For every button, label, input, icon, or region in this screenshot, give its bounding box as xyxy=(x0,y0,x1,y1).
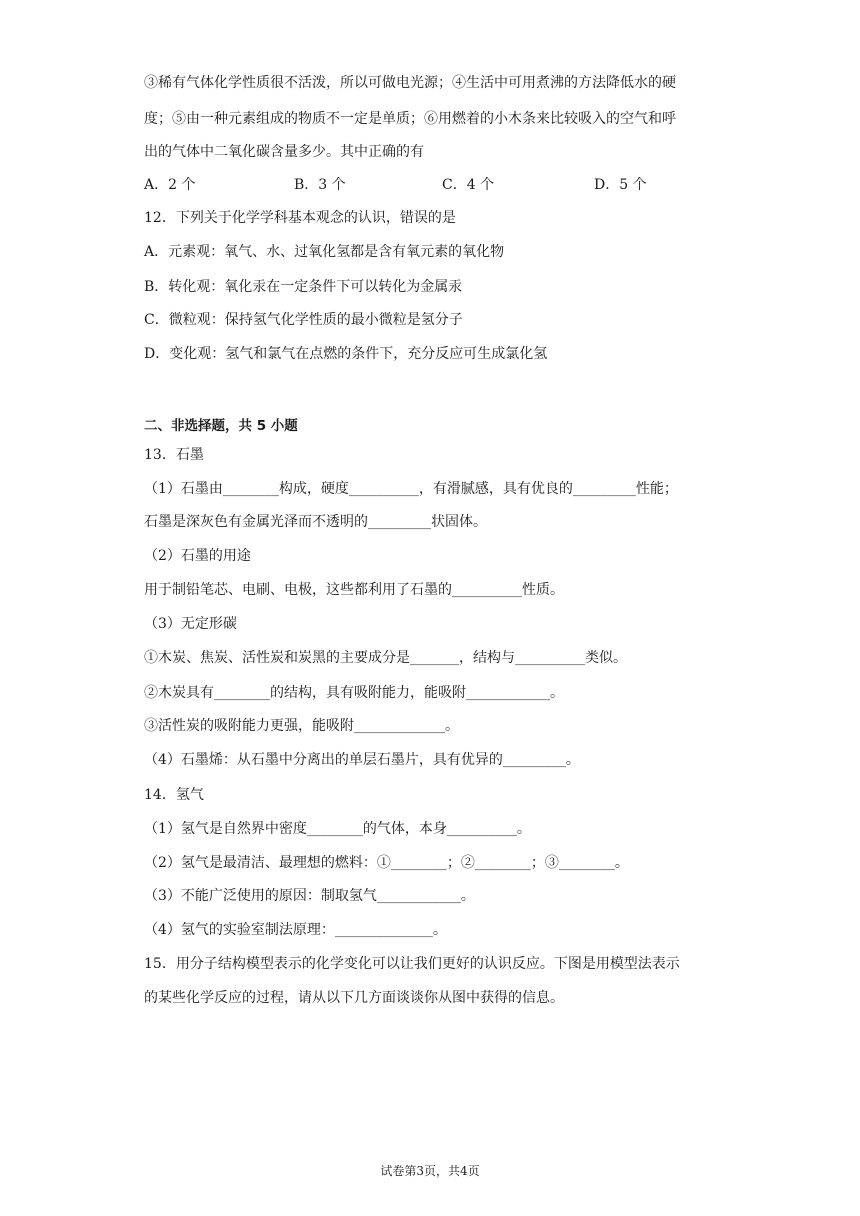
q12-option-d: D．变化观：氢气和氯气在点燃的条件下，充分反应可生成氯化氢 xyxy=(144,346,548,362)
q14-title: 14．氢气 xyxy=(144,787,204,803)
q11-text-line-3: 出的气体中二氧化碳含量多少。其中正确的有 xyxy=(144,144,424,160)
q12-option-c: C．微粒观：保持氢气化学性质的最小微粒是氢分子 xyxy=(144,312,463,328)
q13-part2-heading: （2）石墨的用途 xyxy=(144,548,251,564)
q14-part4: （4）氢气的实验室制法原理：______________。 xyxy=(144,922,447,938)
q11-option-a: A．2 个 xyxy=(144,177,196,193)
q12-option-b: B．转化观：氧化汞在一定条件下可以转化为金属汞 xyxy=(144,279,463,295)
section-heading: 二、非选择题，共 5 小题 xyxy=(144,418,298,434)
q11-option-c: C．4 个 xyxy=(442,177,495,193)
q13-part3-item2: ②木炭具有________的结构，具有吸附能力，能吸附____________。 xyxy=(144,685,564,701)
q13-part3-item1: ①木炭、焦炭、活性炭和炭黑的主要成分是_______，结构与__________类似。 xyxy=(144,650,627,666)
q13-part1-line1: （1）石墨由________构成，硬度__________，有滑腻感，具有优良的_________性能； xyxy=(144,481,678,497)
q13-part2-text: 用于制铅笔芯、电刷、电极，这些都利用了石墨的__________性质。 xyxy=(144,582,564,598)
q12-option-a: A．元素观：氧气、水、过氧化氢都是含有氧元素的氧化物 xyxy=(144,244,505,260)
q14-part2: （2）氢气是最清洁、最理想的燃料：①________；②________；③________。 xyxy=(144,855,629,871)
q13-title: 13．石墨 xyxy=(144,447,204,463)
q13-part3-heading: （3）无定形碳 xyxy=(144,616,237,632)
q14-part1: （1）氢气是自然界中密度________的气体，本身__________。 xyxy=(144,821,531,837)
q12-stem: 12．下列关于化学学科基本观念的认识，错误的是 xyxy=(144,210,456,226)
q11-text-line-1: ③稀有气体化学性质很不活泼，所以可做电光源；④生活中可用煮沸的方法降低水的硬 xyxy=(144,75,676,91)
page-footer: 试卷第3页，共4页 xyxy=(380,1164,480,1178)
q14-part3: （3）不能广泛使用的原因：制取氢气____________。 xyxy=(144,888,475,904)
q15-text-line-1: 15．用分子结构模型表示的化学变化可以让我们更好的认识反应。下图是用模型法表示 xyxy=(144,956,680,972)
q13-part4: （4）石墨烯：从石墨中分离出的单层石墨片，具有优异的_________。 xyxy=(144,752,580,768)
q11-options xyxy=(144,175,704,195)
q13-part1-line2: 石墨是深灰色有金属光泽而不透明的_________状固体。 xyxy=(144,514,487,530)
q11-option-b: B．3 个 xyxy=(294,177,346,193)
q13-part3-item3: ③活性炭的吸附能力更强，能吸附_____________。 xyxy=(144,718,459,734)
q11-option-d: D．5 个 xyxy=(594,177,647,193)
q11-text-line-2: 度；⑤由一种元素组成的物质不一定是单质；⑥用燃着的小木条来比较吸入的空气和呼 xyxy=(144,111,676,127)
q15-text-line-2: 的某些化学反应的过程，请从以下几方面谈谈你从图中获得的信息。 xyxy=(144,990,564,1006)
